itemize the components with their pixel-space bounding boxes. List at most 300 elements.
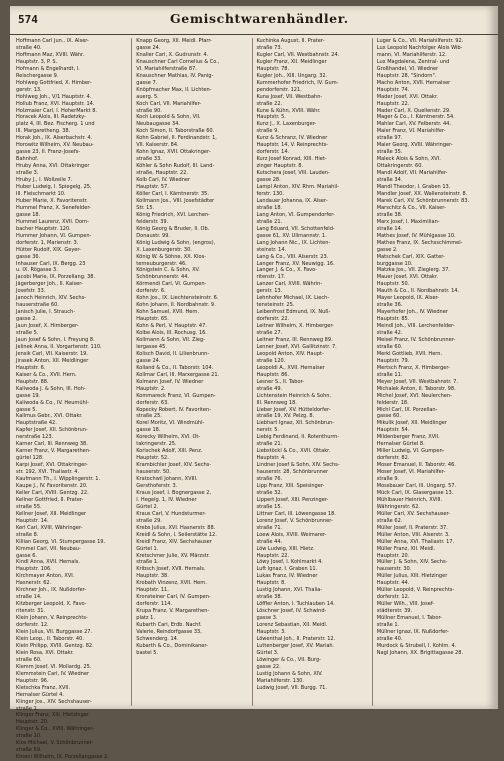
directory-entry: Hauptstr. 85.: [376, 316, 410, 323]
directory-entry: VI. Mariahilferstraße 87.: [136, 65, 197, 72]
directory-entry: Lukas Franz, IV. Wiedner: [256, 573, 318, 580]
directory-entry: straße 76.: [256, 476, 283, 483]
directory-entry: III. Margaretheng. 38.: [16, 128, 71, 135]
directory-entry: Klein Leop., II. Taborstr. 40.: [16, 635, 84, 642]
directory-entry: dorferstr. 114.: [136, 601, 173, 608]
directory-entry: Hauptstr. 65.: [136, 316, 169, 323]
directory-entry: Mück Carl, IX. Glasergasse 13.: [376, 489, 454, 496]
directory-entry: Kuna Josef, VII. Westbahn-: [256, 93, 323, 100]
directory-entry: Kutschera Josef, VIII. Lauden-: [256, 170, 330, 177]
directory-entry: Lang Eduard, VII. Schottenfeld-: [256, 225, 335, 232]
directory-entry: Karner Franz, V. Margarethen-: [16, 448, 91, 455]
directory-entry: felderstr. 39.: [136, 218, 169, 225]
directory-entry: Liebig Ferdinand, II. Rotenthurm-: [256, 434, 340, 441]
directory-entry: gasse 7.: [136, 79, 158, 86]
directory-entry: straße 60.: [376, 343, 403, 350]
directory-entry: Korecky Wilhelm, XVI. Ot-: [136, 434, 201, 441]
directory-entry: Königstein C. & Sohn, XV.: [136, 267, 200, 274]
directory-entry: Jaun Josef & Sohn, I. Freyung 8.: [16, 336, 95, 343]
directory-entry: Kretschmer Julie, XV. Märzstr.: [136, 552, 210, 559]
directory-entry: gasse 6.: [16, 552, 38, 559]
directory-entry: Müller Josef, II. Praterstr. 37.: [376, 524, 448, 531]
directory-entry: Hauptstr. 20.: [376, 552, 410, 559]
directory-entry: straße 14.: [16, 594, 42, 601]
directory-entry: Hauptstr. 38.: [136, 573, 169, 580]
directory-entry: Hauptstr. 8.: [256, 580, 286, 587]
directory-entry: Klemm Josef, VI. Mollardg. 25.: [16, 663, 92, 670]
directory-entry: straße 40.: [376, 635, 403, 642]
directory-entry: straße 35.: [376, 149, 403, 156]
directory-entry: gasse 22.: [256, 663, 281, 670]
directory-entry: III. Rennweg 18.: [256, 399, 297, 406]
directory-entry: Macho Anton, XVII. Hernalser: [376, 79, 451, 86]
directory-entry: Koch Simon, II. Taborstraße 60.: [136, 128, 215, 135]
directory-entry: Mandl Theodor, I. Graben 13.: [376, 184, 451, 191]
directory-entry: König Friedrich, XVI. Lerchen-: [136, 211, 210, 218]
directory-entry: Kreidl Franz, XIV. Sechshauser: [136, 538, 212, 545]
directory-entry: Hofmann & Engelhardt, I.: [16, 65, 80, 72]
directory-entry: Mühlbauer Heinrich, XVIII.: [376, 496, 443, 503]
directory-entry: Koch Leopold & Sohn, VII.: [136, 114, 201, 121]
directory-entry: straße 14.: [376, 225, 403, 232]
directory-entry: Hoffmann Maz, XVIII. Währ.: [16, 51, 85, 58]
directory-entry: Ottakringerstr. 60.: [376, 163, 424, 170]
directory-entry: Kunz J., X. Laxenburger-: [256, 121, 317, 128]
directory-entry: hauserstr. 50.: [136, 469, 171, 476]
directory-entry: hauserstraße 60.: [16, 302, 59, 309]
directory-entry: Hauptstr. 86.: [256, 371, 290, 378]
directory-entry: lergasse 45.: [136, 343, 167, 350]
directory-entry: straße 3.: [16, 170, 39, 177]
directory-entry: Hauptstr. 14, V. Reinprechts-: [256, 142, 329, 149]
directory-entry: Klemmstein Carl, IV. Wiedner: [16, 670, 90, 677]
directory-entry: Hauptstr. 3.: [256, 629, 286, 636]
directory-entry: Hollub Franz, XVI. Hauptstr. 14.: [16, 100, 95, 107]
directory-entry: u. IX. Rögasse 3.: [16, 267, 58, 274]
column-3: [257, 38, 373, 706]
directory-entry: Meisel Franz, IV. Schönbrunner-: [376, 336, 456, 343]
directory-entry: straße 1.: [16, 705, 39, 712]
directory-entry: Merkl Gottlieb, XVII. Hern.: [376, 350, 443, 357]
directory-entry: Karpi Josef, XVI. Ottakringer-: [16, 462, 88, 469]
directory-entry: Lustig Johann, XVI. Thalia-: [256, 587, 323, 594]
directory-entry: Leitner Wilhelm, X. Himberger-: [256, 323, 334, 330]
directory-entry: König Georg & Bruder, II. Ob.: [136, 225, 210, 232]
directory-entry: straße 5.: [16, 330, 39, 337]
directory-entry: straße 8.: [16, 531, 39, 538]
directory-entry: straße 62.: [376, 517, 403, 524]
directory-entry: Meindl Joh., VIII. Lerchenfelder-: [376, 323, 455, 330]
directory-entry: Krambichler Josef, XIV. Sechs-: [136, 462, 212, 469]
directory-entry: Knauschner Carl Cornelius & Co.,: [136, 58, 220, 65]
directory-entry: dorferstr. 12.: [16, 622, 49, 629]
directory-entry: Löwinger & Co., VII. Burg-: [256, 656, 321, 663]
directory-entry: Nagl Johann, XX. Brigittagasse 28.: [376, 649, 464, 656]
directory-entry: Kohn & Perl, V. Hauptstr. 47.: [136, 323, 207, 330]
directory-entry: Reischergasse 9.: [16, 72, 59, 79]
directory-entry: Kuchinka August, II. Prater-: [256, 38, 325, 44]
directory-entry: platz 4, III. Bez. Fischerg. 1 und: [16, 121, 95, 128]
directory-entry: straße 29.: [136, 517, 162, 524]
directory-entry: tensteinstr. 25.: [256, 302, 295, 309]
directory-entry: Jägerberger Joh., II. Kaiser-: [16, 281, 83, 288]
directory-entry: gasse 36.: [16, 253, 41, 260]
directory-entry: Hauptstr. 44.: [376, 580, 410, 587]
directory-entry: Maier Franz, VI. Mariahilfer-: [376, 128, 446, 135]
directory-entry: straße 55.: [16, 503, 42, 510]
directory-entry: Kirchmayer Anton, XVI.: [16, 573, 75, 580]
directory-entry: König W. & Söhne, XX. Klos-: [136, 253, 207, 260]
directory-entry: Schönbrunnerstr. 44.: [136, 274, 190, 281]
directory-entry: gasse 2.: [16, 316, 38, 323]
directory-entry: straße 38.: [376, 211, 403, 218]
directory-entry: gasse 18.: [136, 427, 161, 434]
directory-entry: Keller Carl, XVIII. Gentzg. 22.: [16, 489, 89, 496]
directory-entry: Hoffmann Carl Jun., IX. Alser-: [16, 38, 89, 44]
directory-entry: Hauptstr. 4.: [256, 455, 286, 462]
directory-page: [10, 6, 498, 761]
directory-entry: ritenstr. 31.: [16, 608, 46, 615]
directory-entry: Littner Carl, III. Löwengasse 18.: [256, 510, 336, 517]
directory-entry: Schwenderg. 14.: [136, 635, 179, 642]
directory-entry: Maleck Alois & Sohn, XVI.: [376, 156, 441, 163]
directory-entry: Josefstr. 33.: [16, 288, 46, 295]
directory-entry: Hauptstr. 22.: [256, 552, 290, 559]
directory-entry: Horak Joh., IX. Alserbachstr. 4.: [16, 135, 93, 142]
directory-entry: Str. 15.: [136, 204, 155, 211]
directory-entry: Kaliwoda J. & Sohn, III. Hoh-: [16, 385, 86, 392]
directory-entry: straße 32.: [256, 489, 283, 496]
directory-entry: Liebhart Ignaz, XII. Schönbrun-: [256, 420, 335, 427]
directory-entry: Donaustr. 99.: [136, 232, 171, 239]
directory-entry: Löwy Josef, I. Kohlmarkt 4.: [256, 559, 323, 566]
directory-entry: Köller Carl, I. Kärntnerstr. 35.: [136, 190, 209, 197]
directory-entry: gasse 18.: [16, 211, 41, 218]
directory-entry: Lieber Josef, XV. Hütteldorfer-: [256, 406, 331, 413]
directory-entry: Klos Michael, V. Schönbrunner-: [16, 740, 94, 747]
directory-entry: Körmendi Carl, VI. Gumpen-: [136, 281, 207, 288]
directory-entry: Knauschner Mathias, IV. Panig-: [136, 72, 214, 79]
page-header: [10, 6, 498, 35]
directory-entry: Hauptstr. 78.: [256, 65, 290, 72]
directory-entry: III. Fleischmarkt 10.: [16, 190, 66, 197]
directory-entry: Kommareck Franz, VI. Gumpen-: [136, 392, 216, 399]
directory-entry: gasse 3.: [256, 615, 278, 622]
directory-entry: Kohn Gabriel, II. Ferdinandstr. 1,: [136, 135, 217, 142]
directory-entry: Hauptstr. 50.: [376, 281, 410, 288]
directory-entry: straße 33.: [136, 156, 162, 163]
directory-entry: Kellner Josef, XII. Meidlinger: [16, 510, 87, 517]
directory-entry: Hauptstr. 88.: [16, 378, 49, 385]
directory-entry: Kopecky Robert, IV. Favoriten-: [136, 406, 212, 413]
directory-entry: Köhler & Sohn Rudolf, III. Land-: [136, 163, 215, 170]
directory-entry: straße 71.: [256, 524, 283, 531]
column-1: [16, 38, 132, 761]
directory-entry: nerstraße 123.: [16, 434, 54, 441]
directory-entry: Hasnerstr. 62.: [16, 580, 52, 587]
directory-entry: Kimmel Carl, VII. Neubau-: [16, 545, 81, 552]
directory-entry: Klinger & Co., XVIII. Währinger-: [16, 726, 94, 733]
directory-entry: Mahler Carl, XV. Felberstr. 44.: [376, 121, 451, 128]
directory-entry: straße 44.: [256, 538, 283, 545]
directory-entry: Marek Carl, XV. Schönbrunnerstr. 83.: [376, 197, 470, 204]
directory-entry: Murdock & Strubell, I. Kohlm. 4.: [376, 642, 457, 649]
directory-entry: Klein Johann, V. Reinprechts-: [16, 615, 88, 622]
directory-entry: Hauptstr. 96.: [16, 677, 49, 684]
directory-entry: Inhauser Carl, IX. Bergg. 23: [16, 260, 86, 267]
directory-entry: Kellner Gottfried, II. Prater-: [16, 496, 84, 503]
directory-entry: straße 27.: [256, 330, 283, 337]
directory-entry: gasse 61, XV. Ullmannstr. 1.: [256, 232, 327, 239]
directory-entry: Janisch Julie, I. Strauch-: [16, 309, 76, 316]
directory-entry: gasse 5.: [16, 406, 38, 413]
directory-entry: Hruby J., I. Wollzeile 7.: [16, 177, 73, 184]
directory-entry: straße, Hauptstr. 22.: [136, 170, 189, 177]
directory-entry: X. Laxenburgerstr. 30.: [136, 246, 192, 253]
directory-entry: Kurz Josef Konrad, XIII. Hiet-: [256, 156, 327, 163]
directory-entry: Miller Ludwig, VI. Gumpen-: [376, 448, 445, 455]
directory-entry: bastei 5.: [136, 649, 159, 656]
page-number: 574: [18, 13, 38, 26]
directory-entry: straße 9.: [256, 128, 279, 135]
directory-entry: Knaller Carl, X. Gudrunstr. 4.: [136, 51, 209, 58]
directory-entry: straße 22.: [256, 100, 283, 107]
directory-entry: Kribsch Josef, XVII. Hernals.: [136, 566, 206, 573]
directory-entry: Kapfer Josef, XII. Schönbrun-: [16, 427, 88, 434]
directory-entry: Kaufmann Th., I. Wipplingerstr. 1.: [16, 476, 101, 483]
directory-entry: straße 90.: [136, 107, 162, 114]
directory-entry: Moser Emanuel, II. Taborstr. 46.: [376, 462, 456, 469]
directory-entry: Maier Georg, XVIII. Währinger-: [376, 142, 453, 149]
directory-columns: [16, 38, 492, 761]
directory-entry: Mayer Leopold, IX. Alser-: [376, 295, 440, 302]
directory-entry: Hernalser Gürtel 8.: [376, 441, 425, 448]
directory-entry: Jacobi Marie, IX. Porzellang. 38.: [16, 274, 96, 281]
directory-entry: Währingerstr. 62.: [376, 503, 421, 510]
directory-entry: Gürtel 3.: [256, 649, 279, 656]
directory-entry: Löwenthal Joh., II. Praterstr. 12.: [256, 635, 336, 642]
directory-entry: Kallmus Gebr., XVI. Ottakr.: [16, 413, 83, 420]
directory-entry: straße 9.: [376, 476, 400, 483]
directory-entry: Müller Julius, XIII. Hietzinger: [376, 573, 448, 580]
directory-entry: Hauptstraße 42.: [16, 420, 57, 427]
directory-entry: Kirchner Joh., IX. Nußdorfer-: [16, 587, 87, 594]
directory-entry: Matzka Jos., VII. Zieglerg. 37.: [376, 267, 450, 274]
directory-entry: platz 1.: [136, 615, 155, 622]
directory-entry: Hütter Rudolf, XIX. Geyer-: [16, 246, 81, 253]
directory-entry: Kollmann & Sohn, VII. Zieg-: [136, 336, 206, 343]
directory-entry: Kollmar Carl, III. Marxergasse 21.: [136, 371, 220, 378]
directory-entry: Kohn Samuel, XVII. Hern.: [136, 309, 200, 316]
directory-entry: Lux Magdalena, Zentral- und: [376, 58, 450, 65]
directory-entry: straße 11.: [376, 371, 403, 378]
directory-entry: pendorferstr. 121.: [256, 86, 302, 93]
directory-entry: Mader Carl, X. Quellenstr. 29.: [376, 107, 451, 114]
directory-entry: Gersthoferstr. 3.: [136, 483, 178, 489]
directory-entry: Krebs Julius, XVI. Hasnerstr. 88.: [136, 524, 216, 531]
directory-entry: Kohn Jos., IX. Liechtensteinstr. 6.: [136, 295, 219, 302]
directory-entry: Valerie, Reindorfgasse 33,: [136, 629, 202, 636]
directory-entry: Klein Philipp, XVIII. Gentzg. 82.: [16, 642, 94, 649]
directory-entry: Gürtel 1.: [136, 545, 159, 552]
directory-entry: Matschek Carl, XIX. Gatter-: [376, 253, 445, 260]
directory-entry: Marschitz & Co., VII. Kaiser-: [376, 204, 446, 211]
directory-entry: Huber Ludwig, I. Spiegelg. 25,: [16, 184, 92, 191]
directory-entry: Hauptstr. 22.: [376, 100, 410, 107]
directory-entry: straße 25.: [136, 413, 162, 420]
column-4: [377, 38, 492, 706]
directory-entry: Luger & Co., VII. Mariahilferstr. 92.: [376, 38, 464, 44]
directory-entry: Hauptstr. 106.: [16, 566, 52, 573]
directory-entry: Hauptstr. 28, "Sindorn".: [376, 72, 437, 79]
directory-entry: VII. Kaiserstr. 84.: [136, 142, 179, 149]
directory-entry: Lesner S., II. Tabor-: [256, 378, 305, 385]
directory-entry: burggasse 10.: [376, 260, 413, 267]
directory-entry: straße 21.: [256, 441, 283, 448]
directory-entry: Hauptstr. 79.: [376, 357, 410, 364]
directory-entry: Kolland & Co., II. Taborstr. 104.: [136, 364, 214, 371]
directory-entry: Hauptstr. 52.: [136, 455, 169, 462]
directory-entry: straße 1.: [136, 559, 159, 566]
directory-entry: Lehnhofer Michael, IX. Liech-: [256, 295, 330, 302]
directory-entry: straße 19, XV. Pelzg. 8.: [256, 413, 315, 420]
directory-entry: Lang Johann Nic., IX. Lichten-: [256, 239, 331, 246]
directory-entry: Jaun Josef, X. Himberger-: [16, 323, 79, 330]
directory-entry: Mader Josef, XVI. Ottakr.: [376, 93, 439, 100]
directory-entry: Kugler Franz, XII. Meidlinger: [256, 58, 327, 65]
directory-entry: straße 42.: [376, 330, 403, 337]
directory-entry: dorferstr. 82.: [376, 455, 410, 462]
directory-entry: Killian Georg, VI. Stumpergasse 19.: [16, 538, 106, 545]
directory-entry: gürtel 128.: [16, 455, 44, 462]
directory-entry: Hauptstr. 11.: [136, 587, 169, 594]
directory-entry: Müllner Ignaz, IX. Nußdorfer-: [376, 629, 449, 636]
directory-entry: Müller Anton, VIII. Alserstr. 3.: [376, 531, 450, 538]
directory-entry: Meyer Josef, VII. Westbahnstr. 7.: [376, 378, 458, 385]
directory-entry: Jirasek Anton, XII. Meidlinger: [16, 357, 89, 364]
directory-entry: Löschner Josef, IV. Schwind-: [256, 608, 327, 615]
directory-entry: Bahnhof.: [16, 156, 39, 163]
directory-entry: steinstr. 14.: [256, 246, 287, 253]
directory-entry: Lichtenstein Heinrich & Sohn,: [256, 392, 332, 399]
directory-entry: straße 60.: [16, 656, 42, 663]
directory-entry: gasse 24.: [136, 44, 161, 51]
directory-entry: Kohn Johann, II. Nordbahnstr. 9.: [136, 302, 216, 309]
directory-entry: Hauptstr. 2.: [136, 385, 166, 392]
directory-entry: Michl Carl, IX. Porzellan-: [376, 406, 438, 413]
directory-entry: Müllner Emanuel, I. Tabor-: [376, 615, 442, 622]
directory-entry: Leitner Franz, III. Rennweg 89.: [256, 336, 333, 343]
directory-entry: Mauer Josef, XVI. Ottakr.: [376, 274, 438, 281]
directory-entry: Hohlweg Joh., V/1 Hauptstr. 4.: [16, 93, 92, 100]
directory-entry: Gürtel 2.: [136, 503, 159, 510]
directory-entry: Hauptstr. 54.: [376, 427, 410, 434]
directory-entry: gerstr. 13.: [256, 288, 283, 295]
directory-entry: Hauptstr. 14.: [16, 517, 49, 524]
directory-entry: städterstr. 39.: [376, 608, 413, 615]
directory-entry: Hauptstr. 57.: [136, 184, 169, 191]
directory-entry: Ludwig Josef, VII. Burgg. 71.: [256, 684, 327, 691]
directory-entry: dorferstr. 1, Marienstr. 3.: [16, 239, 79, 246]
directory-entry: dorferstr. 63.: [136, 399, 169, 406]
directory-entry: Jensik Carl, VII. Kaiserstr. 19.: [16, 350, 88, 357]
directory-entry: Hauptstr. 74.: [376, 86, 410, 93]
directory-entry: Mandler Josef, XX. Wallensteinstr. 8.: [376, 190, 468, 197]
directory-entry: Mathes Josef, IV. Mühlgasse 10.: [376, 232, 456, 239]
directory-entry: Langer J. & Co., X. Favo-: [256, 267, 318, 274]
directory-entry: Kune & Kühn, XVIII. Währ.: [256, 107, 321, 114]
directory-entry: Janoch Heinrich, XIV. Sechs-: [16, 295, 87, 302]
directory-entry: Mertsch Franz, X. Himberger-: [376, 364, 450, 371]
directory-entry: Kletschka Franz, XVII.: [16, 684, 70, 691]
directory-entry: str. 192, XVI. Thaliastr. 4.: [16, 469, 80, 476]
directory-entry: gasse 60.: [376, 413, 401, 420]
directory-entry: I. Hegelg. 1, IV. Wiedner: [136, 496, 197, 503]
directory-entry: Knöpfmacher Max, II. Lichten-: [136, 86, 212, 93]
directory-entry: straße 1.: [376, 622, 400, 629]
directory-entry: Koch Carl, VII. Mariahilfer-: [136, 100, 202, 107]
directory-entry: Krupa Franz, V. Margarethen-: [136, 608, 210, 615]
directory-entry: straße 120.: [256, 357, 286, 364]
directory-entry: Mildenberger Franz, XVII.: [376, 434, 440, 441]
directory-entry: Leopold Anton, XIV. Haupt-: [256, 350, 324, 357]
directory-entry: Holzmaier Carl, I. HoherMarkt 8.: [16, 107, 97, 114]
directory-entry: Kreidl & Sohn, I. Seilerstätte 12.: [136, 531, 217, 538]
directory-entry: Hohlweg Gottfried, X. Himber-: [16, 79, 92, 86]
directory-entry: straße 73.: [256, 44, 283, 51]
directory-entry: Müller Leopold, V. Reinprechts-: [376, 587, 455, 594]
directory-entry: Liebstöckl & Co., XVII. Ottakr.: [256, 448, 331, 455]
directory-entry: Luttenberger Josef, XV. Mariah.: [256, 642, 335, 649]
directory-entry: Langer Franz, XV. Neuwigg. 16.: [256, 260, 335, 267]
directory-entry: Kerl Carl, XVIII. Währinger-: [16, 524, 83, 531]
directory-entry: straße 40.: [16, 44, 42, 51]
directory-entry: Lorenz Sebastian, XII. Meidl.: [256, 622, 328, 629]
directory-entry: Korel Moritz, VI. Windmühl-: [136, 420, 205, 427]
directory-entry: gasse 19.: [16, 392, 41, 399]
directory-entry: Kummerhofer Friedrich, IV. Gum-: [256, 79, 339, 86]
directory-entry: Mager & Co., I. Kärntnerstr. 54.: [376, 114, 455, 121]
directory-entry: Löw Ludwig, XIII. Hietz.: [256, 545, 315, 552]
directory-entry: Loew Alois, XVIII. Weimarer-: [256, 531, 327, 538]
directory-entry: Mauth & Co., II. Nordbahnstr. 14.: [376, 288, 460, 295]
directory-entry: Hummel Laurenz, XVII. Dorn-: [16, 218, 89, 225]
directory-entry: Müller Wilh., VIII. Josef-: [376, 601, 435, 608]
directory-entry: Lipp Franz, XIII. Speisinger-: [256, 483, 325, 489]
directory-entry: Klinger Jos., XIV. Sechshauser-: [16, 698, 92, 705]
directory-entry: dorferstr. 12.: [376, 594, 410, 601]
directory-entry: Lippert Josef, XIII. Penzinger-: [256, 496, 329, 503]
directory-entry: Horacek Alois, III. Radetzky-: [16, 114, 86, 121]
directory-entry: mann, VI. Mariahilferstr. 12.: [376, 51, 447, 58]
directory-entry: dorferstr. 14.: [256, 149, 290, 156]
directory-entry: Kraus Carl, V. Hundsturmer-: [136, 510, 206, 517]
directory-entry: Müller Anna, XVI. Thaliastr. 17.: [376, 538, 455, 545]
directory-entry: Huber Marie, X. Favoritenstr.: [16, 197, 88, 204]
directory-entry: Mathes Franz, IX. Sechsschimmel-: [376, 239, 463, 246]
directory-entry: Krobath Vinzenz, XVII. Hern.: [136, 580, 207, 587]
directory-entry: Mandl Adolf, VII. Mariahilfer-: [376, 170, 448, 177]
directory-entry: Lampl Anton, XIV. Rhm. Mariahil-: [256, 184, 339, 191]
directory-entry: Luft Ignaz, I. Graben 11.: [256, 566, 318, 573]
directory-entry: Lang & Co., VIII. Alserstr. 23.: [256, 253, 329, 260]
directory-entry: Lux Leopold Nachfolger Alois Wib-: [376, 44, 463, 51]
directory-entry: Müller Carl, XV. Sechshauser-: [376, 510, 451, 517]
directory-entry: Kmeni Wilhelm, IX. Porzellangasse 2.: [16, 754, 109, 761]
directory-entry: Kolmann Josef, IV. Wiedner: [136, 378, 204, 385]
directory-entry: König Ludwig & Sohn, (engros),: [136, 239, 216, 246]
directory-entry: Hummer Johann, VI. Gumpen-: [16, 232, 92, 239]
